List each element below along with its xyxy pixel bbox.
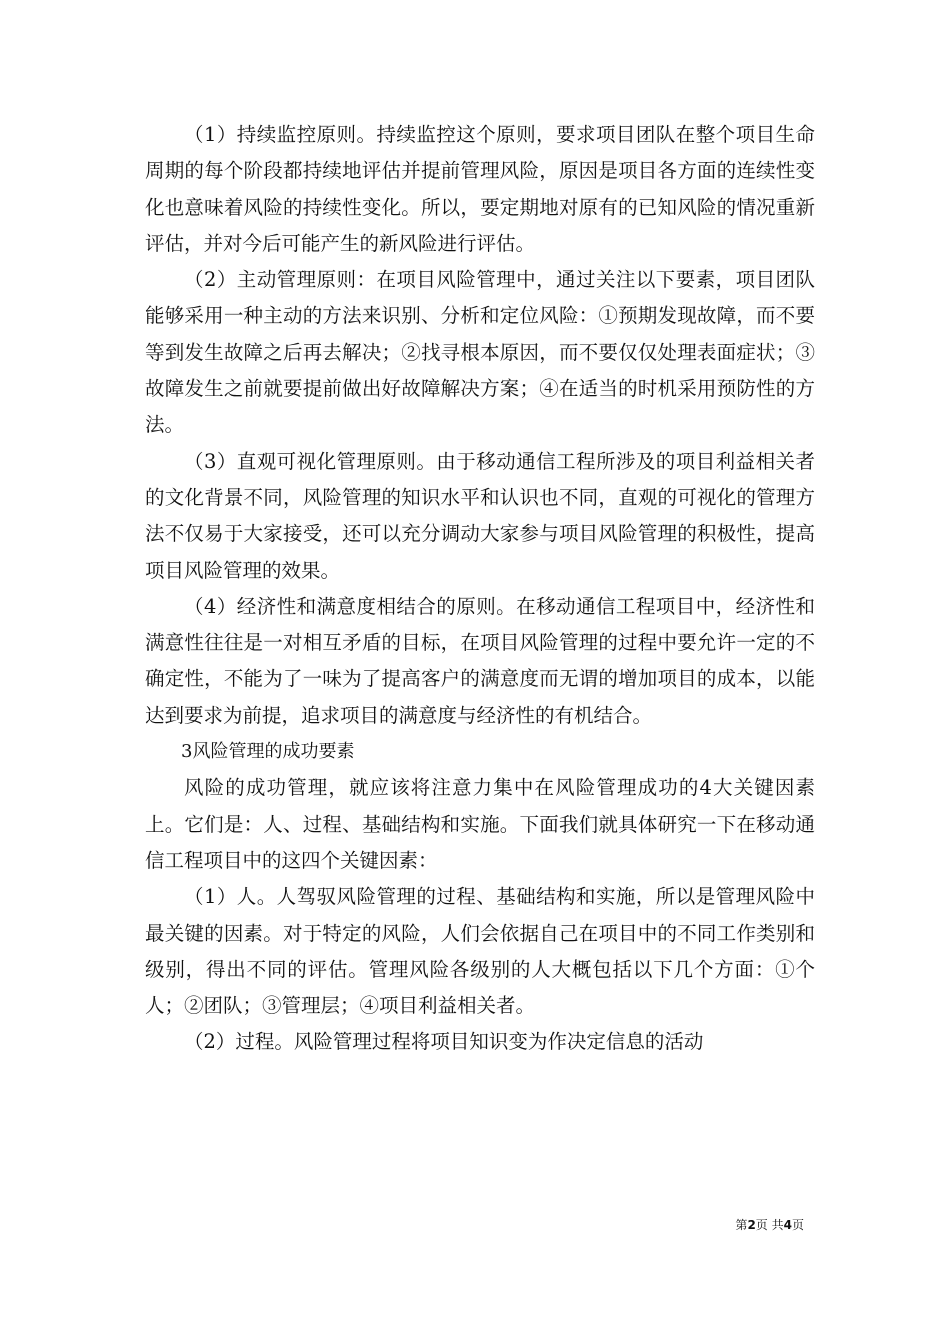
paragraph-active-management: （2）主动管理原则：在项目风险管理中，通过关注以下要素，项目团队能够采用一种主动的方法来识别、分析和定位风险：①预期发现故障，而不要等到发生故障之后再去解决；②找寻根本原因，而不要仅仅处理表面症状；③故障发生之前就要提前做出好故障解决方案；④在适当的时机采用预防性的方法。 xyxy=(145,268,815,437)
page-footer xyxy=(735,1217,804,1233)
paragraph-economy-satisfaction: （4）经济性和满意度相结合的原则。在移动通信工程项目中，经济性和满意性往往是一对相互矛盾的目标，在项目风险管理的过程中要允许一定的不确定性，不能为了一味为了提高客户的满意度而无谓的增加项目的成本，以能达到要求为前提，追求项目的满意度与经济性的有机结合。 xyxy=(145,594,815,727)
paragraph-continuous-monitoring: （1）持续监控原则。持续监控这个原则，要求项目团队在整个项目生命周期的每个阶段都持续地评估并提前管理风险，原因是项目各方面的连续性变化也意味着风险的持续性变化。所以，要定期地对原有的已知风险的情况重新评估，并对今后可能产生的新风险进行评估。 xyxy=(145,123,815,255)
footer-middle: 页 共 xyxy=(755,1218,784,1232)
document-body xyxy=(145,117,815,1061)
paragraph-success-factors-intro: 风险的成功管理，就应该将注意力集中在风险管理成功的4大关键因素上。它们是：人、过程、基础结构和实施。下面我们就具体研究一下在移动通信工程项目中的这四个关键因素： xyxy=(145,776,815,872)
paragraph-process: （2）过程。风险管理过程将项目知识变为作决定信息的活动 xyxy=(184,1030,704,1054)
footer-suffix: 页 xyxy=(791,1218,804,1232)
paragraph-visual-management: （3）直观可视化管理原则。由于移动通信工程所涉及的项目利益相关者的文化背景不同，风险管理的知识水平和认识也不同，直观的可视化的管理方法不仅易于大家接受，还可以充分调动大家参与项目风险管理的积极性，提高项目风险管理的效果。 xyxy=(145,449,815,582)
section-heading: 3风险管理的成功要素 xyxy=(181,741,355,763)
paragraph-people: （1）人。人驾驭风险管理的过程、基础结构和实施，所以是管理风险中最关键的因素。对于特定的风险，人们会依据自己在项目中的不同工作类别和级别，得出不同的评估。管理风险各级别的人大概包括以下几个方面：①个人；②团队；③管理层；④项目利益相关者。 xyxy=(145,885,815,1018)
footer-prefix: 第 xyxy=(735,1218,748,1232)
footer-current-page: 2 xyxy=(747,1218,756,1232)
footer-total-pages: 4 xyxy=(783,1218,792,1232)
